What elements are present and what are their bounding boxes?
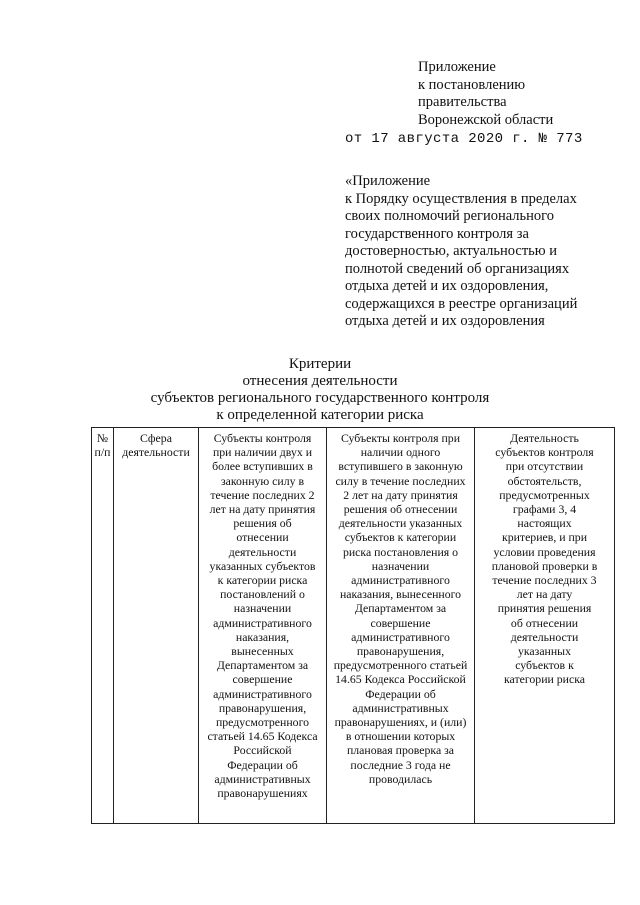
cell-line: указанных субъектов xyxy=(209,558,316,573)
appendix-block xyxy=(418,59,553,129)
annex-line: содержащихся в реестре организаций xyxy=(345,295,578,312)
cell-line: наказания, xyxy=(235,629,290,644)
criteria-heading-line: к определенной категории риска xyxy=(216,407,424,423)
cell-line: Субъекты контроля xyxy=(213,431,312,445)
cell-line: назначении xyxy=(233,601,292,616)
annex-line: отдыха детей и их оздоровления, xyxy=(345,278,549,294)
cell-line: принятия решения xyxy=(497,601,592,616)
cell-line: плановая проверка за xyxy=(346,743,455,758)
cell-line: административного xyxy=(213,615,312,630)
criteria-heading-line: Критерии xyxy=(288,356,352,372)
cell-line: силу в течение последних xyxy=(335,473,466,488)
cell-line: решения об xyxy=(233,516,292,531)
criteria-heading-line: субъектов регионального государственного контроля xyxy=(150,390,490,406)
cell-line: при отсутствии xyxy=(505,459,584,474)
cell-line: предусмотренных xyxy=(499,487,590,502)
cell-line: Деятельность xyxy=(510,431,579,445)
annex-block xyxy=(345,173,635,331)
cell-line: постановлений о xyxy=(220,587,305,602)
cell-line: плановой проверки в xyxy=(491,558,598,573)
cell-line: субъектов контроля xyxy=(495,445,594,460)
cell-line: деятельности xyxy=(510,629,579,644)
decree-date-number: от 17 августа 2020 г. № 773 xyxy=(345,131,583,147)
cell-line: лет на дату xyxy=(516,587,573,602)
cell-line: обстоятельств, xyxy=(507,473,582,488)
annex-line: к Порядку осуществления в пределах xyxy=(345,190,577,207)
column-multiple-violations xyxy=(199,428,327,824)
cell-line: административных xyxy=(352,700,449,715)
cell-line: критериев, и при xyxy=(501,530,588,545)
cell-line: категории риска xyxy=(503,672,586,687)
cell-line: Субъекты контроля при xyxy=(340,431,461,445)
cell-line: предусмотренного xyxy=(215,715,310,730)
cell-line: Департаментом за xyxy=(354,601,447,616)
cell-line: № xyxy=(96,431,109,445)
cell-line: административного xyxy=(213,686,312,701)
cell-line: административных xyxy=(214,771,311,786)
table-row xyxy=(92,428,615,824)
cell-line: административного xyxy=(351,573,450,588)
cell-line: риска постановления о xyxy=(342,544,459,559)
cell-line: субъектов к категории xyxy=(344,530,457,545)
cell-line: деятельности xyxy=(122,445,190,460)
criteria-heading xyxy=(0,356,640,424)
cell-line: наказания, вынесенного xyxy=(339,587,462,602)
cell-line: Департаментом за xyxy=(216,658,309,673)
cell-line: правонарушения, xyxy=(218,700,307,715)
cell-line: 14.65 Кодекса Российской xyxy=(335,672,466,687)
appendix-line: Приложение xyxy=(418,59,496,75)
cell-line: течение последних 2 xyxy=(210,487,315,502)
criteria-heading-line: отнесения деятельности xyxy=(242,373,398,389)
annex-line: полнотой сведений об организациях xyxy=(345,260,570,277)
column-no-violations xyxy=(475,428,615,824)
cell-line: деятельности xyxy=(228,544,297,559)
column-single-violation xyxy=(327,428,475,824)
cell-line: течение последних 3 xyxy=(492,573,597,588)
cell-line: административного xyxy=(351,629,450,644)
cell-line: настоящих xyxy=(517,516,572,531)
cell-line: указанных xyxy=(517,644,572,659)
cell-line: графами 3, 4 xyxy=(512,502,577,517)
cell-line: п/п xyxy=(94,445,111,460)
cell-line: в отношении которых xyxy=(345,729,456,744)
cell-line: совершение xyxy=(232,672,293,687)
cell-line: условии проведения xyxy=(493,544,596,559)
cell-line: Российской xyxy=(233,743,292,758)
cell-line: Федерации об xyxy=(227,757,298,772)
cell-line: Федерации об xyxy=(365,686,436,701)
cell-line: правонарушения, xyxy=(356,644,445,659)
cell-line: назначении xyxy=(371,558,430,573)
cell-line: Сфера xyxy=(140,431,172,445)
cell-line: деятельности указанных xyxy=(338,516,463,531)
criteria-table xyxy=(91,427,615,824)
appendix-line: к постановлению xyxy=(418,76,526,93)
cell-line: правонарушениях, и (или) xyxy=(334,715,467,730)
annex-line: отдыха детей и их оздоровления xyxy=(345,313,545,329)
cell-line: 2 лет на дату принятия xyxy=(343,487,458,502)
cell-line: последние 3 года не xyxy=(350,757,451,772)
column-number xyxy=(92,428,114,824)
cell-line: вступившего в законную xyxy=(338,459,463,474)
annex-line: своих полномочий регионального xyxy=(345,208,555,224)
annex-line: достоверностью, актуальностью и xyxy=(345,243,557,259)
cell-line: статьей 14.65 Кодекса xyxy=(207,729,318,744)
cell-line: совершение xyxy=(370,615,431,630)
cell-line: правонарушениях xyxy=(217,786,308,801)
cell-line: об отнесении xyxy=(510,615,579,630)
cell-line: при наличии двух и xyxy=(212,445,313,460)
annex-line: «Приложение xyxy=(345,173,431,189)
cell-line: лет на дату принятия xyxy=(209,502,316,517)
appendix-line: Воронежской области xyxy=(418,111,554,128)
cell-line: законную силу в xyxy=(220,473,305,488)
cell-line: наличии одного xyxy=(360,445,441,460)
cell-line: предусмотренного статьей xyxy=(333,658,468,673)
cell-line: к категории риска xyxy=(217,573,308,588)
cell-line: отнесении xyxy=(236,530,289,545)
annex-line: государственного контроля за xyxy=(345,225,529,242)
cell-line: субъектов к xyxy=(515,658,574,673)
cell-line: более вступивших в xyxy=(212,459,313,474)
appendix-line: правительства xyxy=(418,94,507,110)
cell-line: вынесенных xyxy=(231,644,294,659)
column-sphere xyxy=(114,428,199,824)
cell-line: решения об отнесении xyxy=(343,502,458,517)
cell-line: проводилась xyxy=(368,771,433,786)
